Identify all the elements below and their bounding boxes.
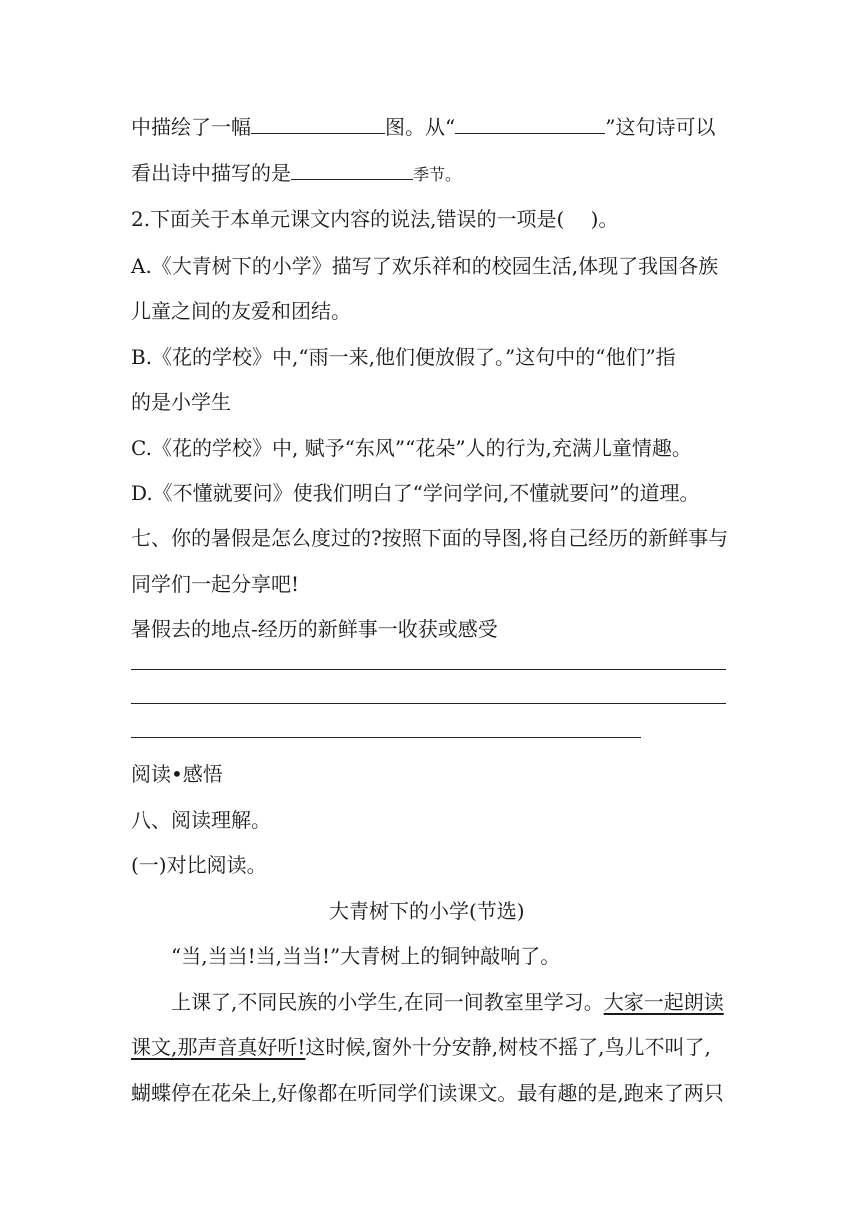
underlined-sentence: 大家一起朗读 — [603, 990, 724, 1014]
option-a-line-2: 儿童之间的友爱和团结。 — [131, 299, 351, 323]
passage-paragraph-1: “当,当当!当,当当!”大青树上的铜钟敲响了。 — [171, 944, 561, 968]
question-8-heading: 八、阅读理解。 — [131, 808, 271, 832]
option-c: C.《花的学校》中, 赋予“东风”“花朵”人的行为,充满儿童情趣。 — [131, 436, 692, 460]
section-heading: 阅读•感悟 — [131, 762, 223, 786]
text: 中描绘了一幅 — [131, 115, 251, 139]
answer-blank-season[interactable] — [291, 159, 413, 180]
writing-line-1[interactable] — [131, 669, 726, 670]
text: 图。从“ — [385, 115, 456, 139]
passage-paragraph-2-line-3: 蝴蝶停在花朵上,好像都在听同学们读课文。最有趣的是,跑来了两只 — [131, 1081, 724, 1105]
text: 上课了,不同民族的小学生,在同一间教室里学习。 — [171, 990, 604, 1014]
text: 季节。 — [413, 165, 462, 184]
underlined-sentence: 课文,那声音真好听! — [131, 1035, 306, 1059]
option-b-line-2: 的是小学生 — [131, 390, 231, 414]
question-7-line-1: 七、你的暑假是怎么度过的?按照下面的导图,将自己经历的新鲜事与 — [131, 526, 729, 550]
question-7-line-2: 同学们一起分享吧! — [131, 572, 300, 596]
text: ”这句诗可以 — [605, 115, 716, 139]
part-1-heading: (一)对比阅读。 — [131, 853, 267, 877]
passage-paragraph-2-line-2 — [131, 1033, 711, 1061]
question-1-line-2 — [131, 159, 461, 189]
writing-line-3[interactable] — [131, 737, 641, 738]
option-d: D.《不懂就要问》使我们明白了“学问学问,不懂就要问”的道理。 — [131, 481, 700, 505]
writing-line-2[interactable] — [131, 703, 726, 704]
option-b-line-1: B.《花的学校》中,“雨一来,他们便放假了。”这句中的“他们”指 — [131, 345, 676, 369]
text: 这时候,窗外十分安静,树枝不摇了,鸟儿不叫了, — [305, 1035, 711, 1059]
question-2-stem: 2.下面关于本单元课文内容的说法,错误的一项是( )。 — [131, 207, 619, 231]
answer-blank-picture[interactable] — [251, 113, 385, 134]
text: 看出诗中描写的是 — [131, 161, 291, 185]
passage-title: 大青树下的小学(节选) — [329, 899, 525, 923]
question-1-line-1 — [131, 113, 715, 141]
mind-map-prompt: 暑假去的地点-经历的新鲜事一收获或感受 — [131, 617, 498, 641]
passage-paragraph-2-line-1 — [171, 988, 724, 1016]
option-a-line-1: A.《大青树下的小学》描写了欢乐祥和的校园生活,体现了我国各族 — [131, 254, 719, 278]
answer-blank-poem-line[interactable] — [455, 113, 605, 134]
